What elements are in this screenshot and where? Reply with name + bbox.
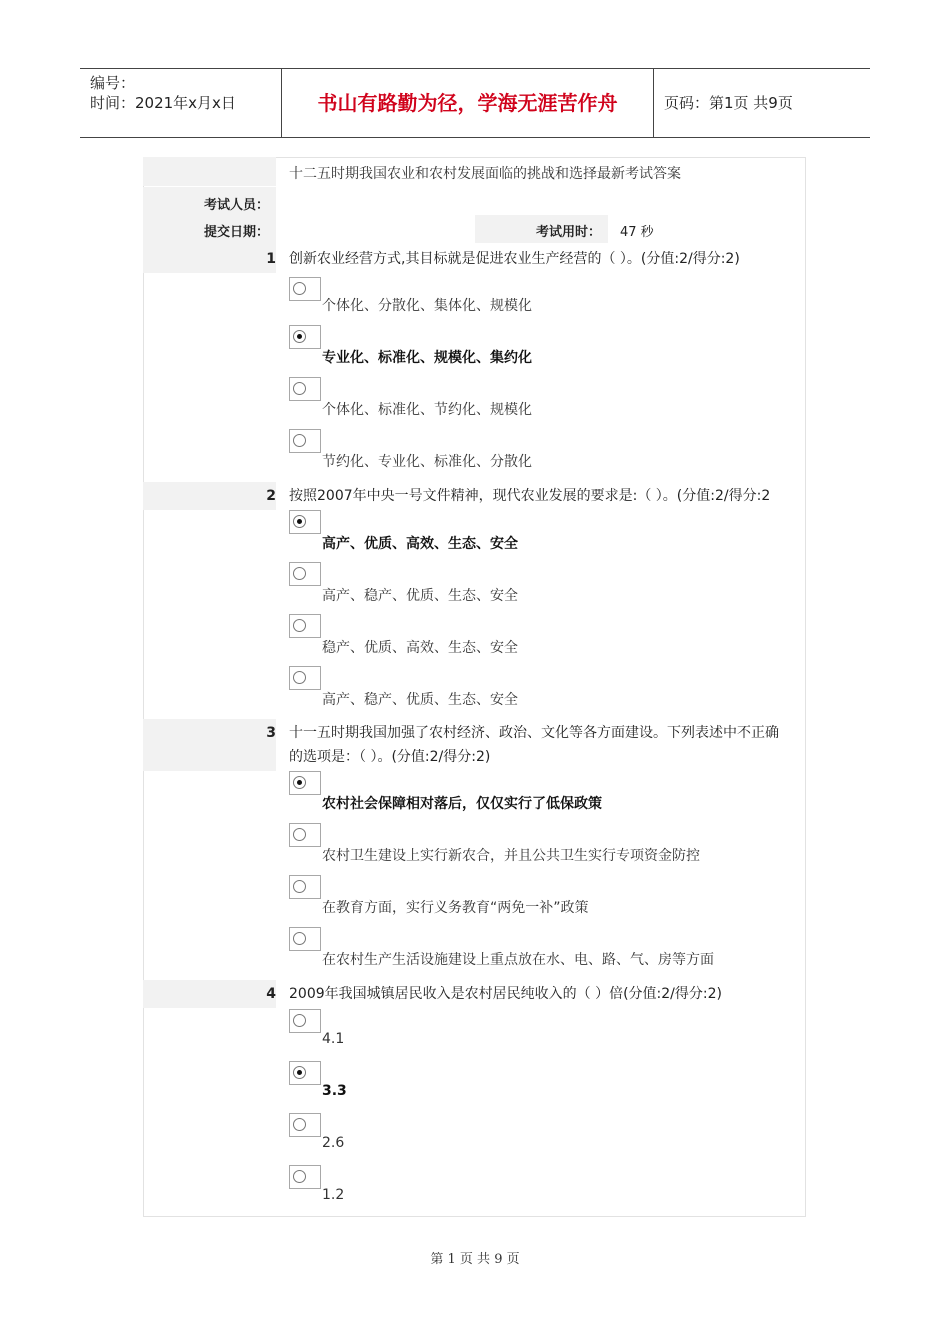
page-header xyxy=(80,68,870,138)
radio-selected-dot-icon xyxy=(297,519,302,524)
radio-circle-icon xyxy=(293,828,306,841)
radio-selected-dot-icon xyxy=(297,1070,302,1075)
option-label[interactable]: 个体化、标准化、节约化、规模化 xyxy=(322,402,532,418)
option-label[interactable]: 专业化、标准化、规模化、集约化 xyxy=(322,350,532,366)
option-radio[interactable] xyxy=(289,1061,321,1085)
exam-frame xyxy=(143,157,806,1217)
option-label[interactable]: 高产、稳产、优质、生态、安全 xyxy=(322,692,518,708)
option-label[interactable]: 在农村生产生活设施建设上重点放在水、电、路、气、房等方面 xyxy=(322,952,714,968)
radio-circle-icon xyxy=(293,330,306,343)
question-number: 4 xyxy=(143,980,276,1008)
title-bar-left xyxy=(143,157,276,186)
option-radio[interactable] xyxy=(289,429,321,453)
option-radio[interactable] xyxy=(289,1009,321,1033)
radio-circle-icon xyxy=(293,515,306,528)
radio-circle-icon xyxy=(293,932,306,945)
option-label[interactable]: 个体化、分散化、集体化、规模化 xyxy=(322,298,532,314)
header-meta xyxy=(80,69,281,137)
exam-title: 十二五时期我国农业和农村发展面临的挑战和选择最新考试答案 xyxy=(289,166,681,182)
option-label[interactable]: 2.6 xyxy=(322,1135,345,1151)
radio-circle-icon xyxy=(293,1014,306,1027)
radio-circle-icon xyxy=(293,567,306,580)
option-radio[interactable] xyxy=(289,771,321,795)
option-radio[interactable] xyxy=(289,614,321,638)
question-text: 2009年我国城镇居民收入是农村居民纯收入的（ ）倍(分值:2/得分:2) xyxy=(289,986,722,1002)
option-label[interactable]: 节约化、专业化、标准化、分散化 xyxy=(322,454,532,470)
option-radio[interactable] xyxy=(289,875,321,899)
number-label: 编号： xyxy=(90,74,136,92)
header-page-label: 页码：第1页 共9页 xyxy=(664,94,793,112)
option-radio[interactable] xyxy=(289,823,321,847)
submit-date-label: 提交日期： xyxy=(203,225,269,240)
page-footer: 第 1 页 共 9 页 xyxy=(430,1252,520,1267)
option-label[interactable]: 农村社会保障相对落后，仅仅实行了低保政策 xyxy=(322,796,602,812)
option-radio[interactable] xyxy=(289,666,321,690)
radio-selected-dot-icon xyxy=(297,334,302,339)
option-label[interactable]: 1.2 xyxy=(322,1187,345,1203)
radio-circle-icon xyxy=(293,671,306,684)
question-number: 1 xyxy=(143,245,276,273)
radio-circle-icon xyxy=(293,282,306,295)
option-radio[interactable] xyxy=(289,1165,321,1189)
question-text: 创新农业经营方式,其目标就是促进农业生产经营的（ ）。(分值:2/得分:2) xyxy=(289,251,740,267)
question-number: 2 xyxy=(143,482,276,510)
radio-circle-icon xyxy=(293,776,306,789)
radio-circle-icon xyxy=(293,619,306,632)
radio-circle-icon xyxy=(293,382,306,395)
time-used-value: 47 秒 xyxy=(620,225,654,240)
option-radio[interactable] xyxy=(289,562,321,586)
option-radio[interactable] xyxy=(289,927,321,951)
examinee-label: 考试人员： xyxy=(203,198,269,213)
time-label: 时间：2021年x月x日 xyxy=(90,94,236,112)
option-radio[interactable] xyxy=(289,1113,321,1137)
option-label[interactable]: 3.3 xyxy=(322,1083,347,1099)
option-radio[interactable] xyxy=(289,377,321,401)
radio-circle-icon xyxy=(293,1118,306,1131)
option-label[interactable]: 高产、稳产、优质、生态、安全 xyxy=(322,588,518,604)
option-label[interactable]: 4.1 xyxy=(322,1031,345,1047)
question-number: 3 xyxy=(143,719,276,771)
option-label[interactable]: 稳产、优质、高效、生态、安全 xyxy=(322,640,518,656)
option-radio[interactable] xyxy=(289,325,321,349)
radio-circle-icon xyxy=(293,1170,306,1183)
option-radio[interactable] xyxy=(289,510,321,534)
option-label[interactable]: 农村卫生建设上实行新农合，并且公共卫生实行专项资金防控 xyxy=(322,848,700,864)
radio-circle-icon xyxy=(293,1066,306,1079)
exam-title-bar xyxy=(143,157,806,186)
question-text: 按照2007年中央一号文件精神，现代农业发展的要求是:（ ）。(分值:2/得分:2 xyxy=(289,488,771,504)
radio-circle-icon xyxy=(293,880,306,893)
option-label[interactable]: 高产、优质、高效、生态、安全 xyxy=(322,536,518,552)
option-radio[interactable] xyxy=(289,277,321,301)
time-used-label: 考试用时： xyxy=(535,225,601,240)
radio-selected-dot-icon xyxy=(297,780,302,785)
question-text: 的选项是：（ ）。(分值:2/得分:2) xyxy=(289,749,491,765)
header-motto: 书山有路勤为径，学海无涯苦作舟 xyxy=(281,69,654,137)
radio-circle-icon xyxy=(293,434,306,447)
question-text: 十一五时期我国加强了农村经济、政治、文化等各方面建设。下列表述中不正确 xyxy=(289,725,779,741)
option-label[interactable]: 在教育方面，实行义务教育“两免一补”政策 xyxy=(322,900,589,916)
